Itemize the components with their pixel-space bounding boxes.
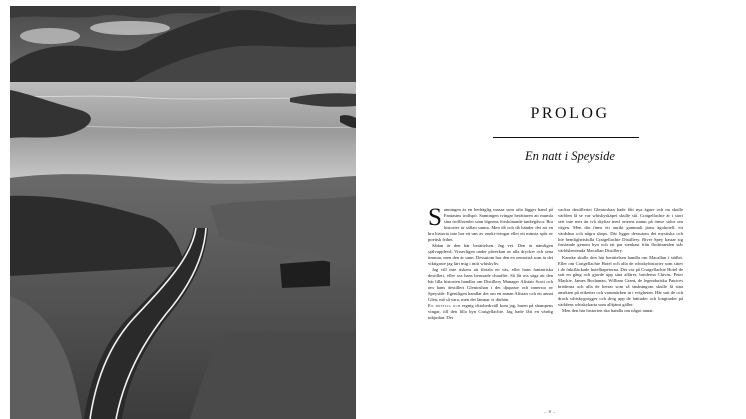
paragraph: Men den här historien ska handla om något annat. <box>562 308 654 314</box>
paragraph: Jag vill inte riskera att förtala en väs, eller hans fantastiska destilleri, eller oss hans berusade chaufför. Så låt oss säga att den här lilla historien handlar om Distillery Manager Alistair Scott och om hans destilleri Glentoshan i det djupaste och innersta av Speyside. Egentligen handlar det om en annan Alistair och ett annat Glen, må så vara, men det lämnar vi därhän. <box>428 267 553 302</box>
landscape-road-photo-icon <box>10 6 356 419</box>
text-column-1 <box>428 204 553 321</box>
text-column-2 <box>558 207 683 315</box>
chapter-title: PROLOG <box>530 105 610 122</box>
paragraph: Kanske skulle den här berättelsen handla om Macallan i stället. Eller om Craigellachie Hotel och alla de whiskyhistorier som sitter i de fuktfläckade hotelltapeterna. Det var på Craigellachie Hotel de satt en gång och gjorde upp sina affärer, bröderna Chivas, Peter Mackie, James Buchanan, William Grant, de legendariska Patrices bröderna och alla de herrar som så småningom skulle få sina ansikten på etiketter och varumärken in i evigheten. Här satt de och drack whiskygrogger och drog upp de latituder och longituder på världens whiskykarta som alltjämt gäller. <box>558 254 683 307</box>
chapter-subtitle: En natt i Speyside <box>525 149 615 163</box>
lead-in-smallcaps: En höstlig och <box>428 303 461 308</box>
title-rule <box>493 137 639 138</box>
paragraph <box>428 303 553 321</box>
paragraph: anningen är en bedräglig massa som ofta lägger band på Fantasins trollspö. Sanningen tvingar berättaren att mumla sina trollformler utan lögnens förskönande tankegåvor. Bra historier är sällan sanna. Men då och då händer det att en bra historia inte har ett uns av onekt-tvingar eller ett minsta spår av poetisk frihet. <box>428 207 553 242</box>
drop-cap: S <box>428 204 442 231</box>
landscape-photo <box>10 6 356 419</box>
page-number: – 8 – <box>544 409 556 414</box>
paragraph: vackra destilleriet Glentoshan hade fått nya ägare och nu skulle världen få se var whiskyskäpet skulle stå. Craigellachie är i stort sett inte mer än två skyltar med orterns namn på ömse sidor om vägen. Men där finns ett anrikt gammalt järns ägohotell, ett värdshus och några shops. Där ligger dessutom det mystiska och lite hemlighetsfulla Craigellachie Distillery. River Spey kastar sig frustande genom byn och ett par stenkast från flodstranden står världsberömda Macallan Distillery. <box>558 207 683 254</box>
paragraph: Sådan är den här berättelsen. Jag vet. Den är nämligen självupplevd. Visserligen under påverkan av alla drycker och sena timmar, men den är sann. Dessutom har den en oemotstå som är det viktigaste jag lärt mig i mitt whiskyliv. <box>428 242 553 266</box>
paragraph-rest: regnig oktoberkväll kom jag, baren på shampens vingar, till den lilla byn Craigellachie. Jag hade fått en värdig inbjudan. Det <box>428 303 553 320</box>
